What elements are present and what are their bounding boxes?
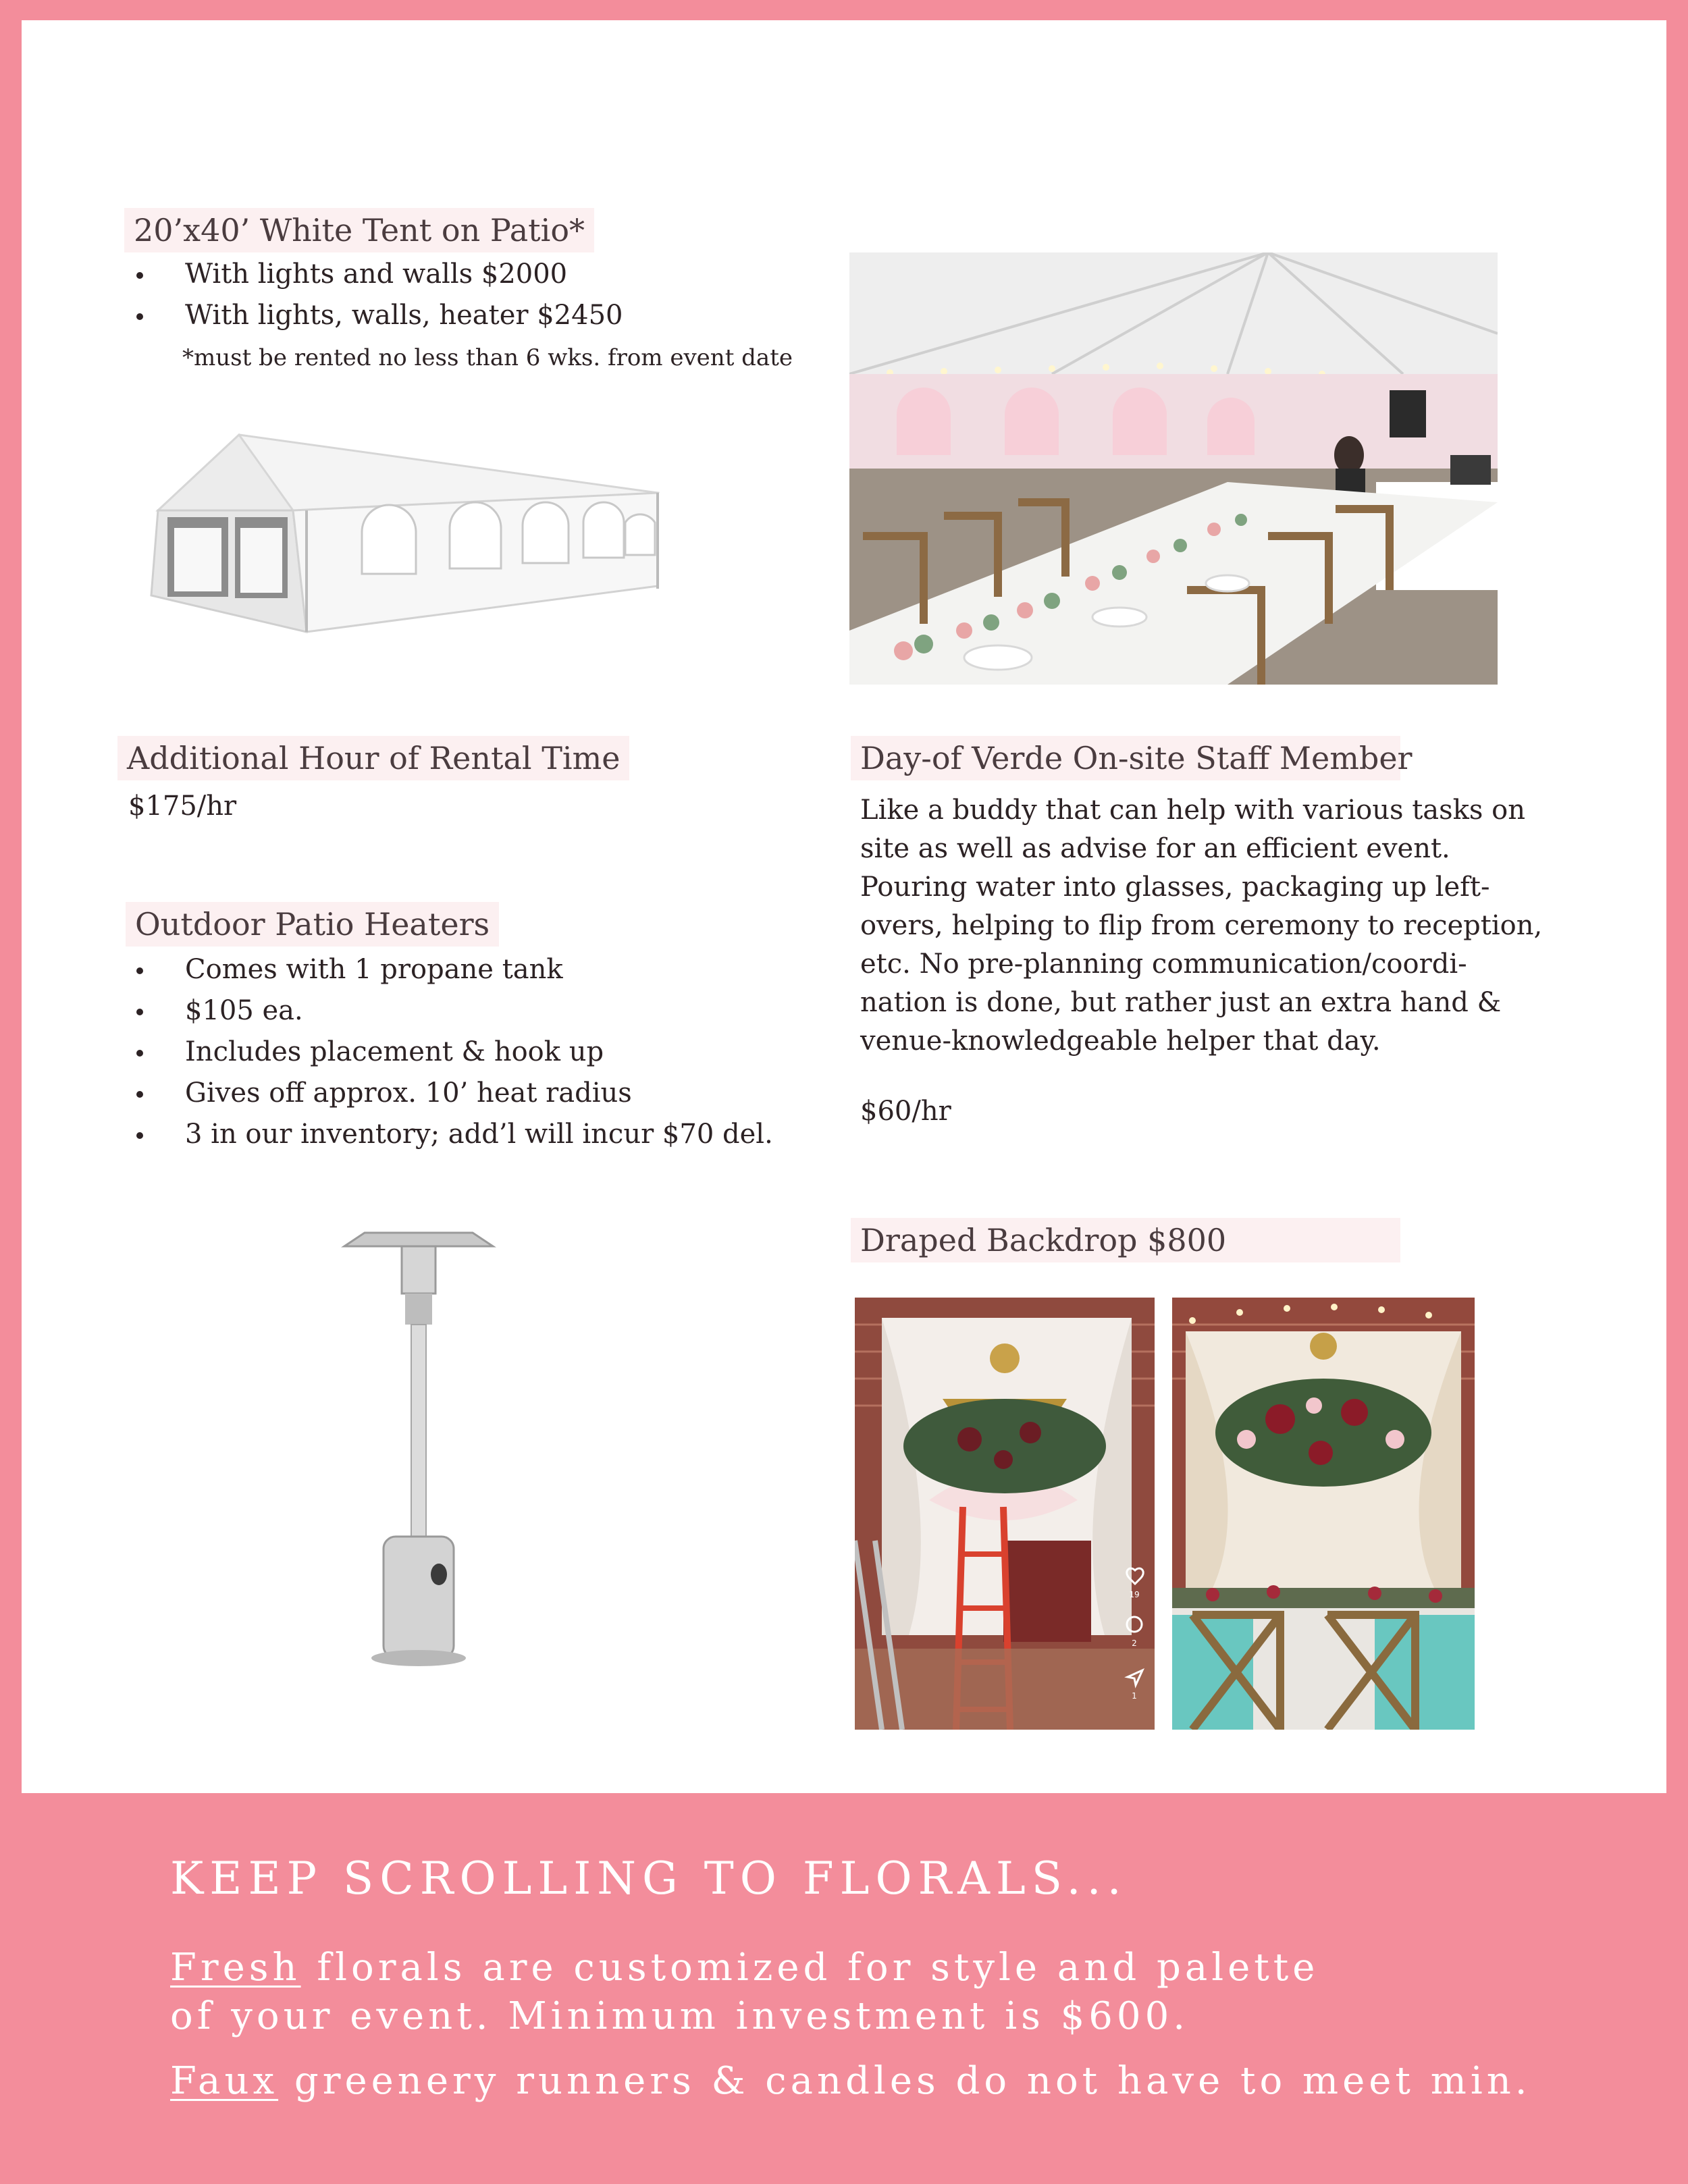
backdrop-setup-photo	[855, 1298, 1155, 1730]
footer-minimum-line: of your event. Minimum investment is $600.	[170, 1994, 1189, 2038]
backdrop-finished-photo	[1172, 1298, 1475, 1730]
fresh-word: Fresh	[170, 1946, 301, 1990]
fresh-text: florals are customized for style and palette	[300, 1946, 1319, 1990]
heaters-heading: Outdoor Patio Heaters	[126, 902, 499, 947]
footer-title: KEEP SCROLLING TO FLORALS...	[170, 1853, 1128, 1905]
footer-faux-line	[170, 2059, 1531, 2103]
tent-product-image	[144, 429, 671, 633]
photo-likes-count: 19	[1129, 1590, 1140, 1599]
tent-option: With lights, walls, heater $2450	[128, 295, 623, 336]
photo-comments-count: 2	[1132, 1639, 1137, 1648]
heaters-list	[128, 949, 773, 1155]
staff-description-line: Like a buddy that can help with various tasks on	[860, 795, 1525, 826]
heater-detail: Gives off approx. 10’ heat radius	[128, 1073, 773, 1114]
backdrop-heading: Draped Backdrop $800	[851, 1218, 1400, 1262]
faux-text: greenery runners & candles do not have to meet min.	[278, 2059, 1531, 2103]
staff-description-line: overs, helping to flip from ceremony to reception,	[860, 910, 1543, 941]
footer-fresh-line	[170, 1946, 1319, 1990]
rental-hour-price: $175/hr	[128, 791, 237, 822]
staff-description-line: Pouring water into glasses, packaging up left-	[860, 872, 1490, 903]
tent-option: With lights and walls $2000	[128, 254, 623, 295]
tent-heading: 20’x40’ White Tent on Patio*	[124, 208, 594, 252]
heater-product-image	[338, 1226, 500, 1668]
staff-description-line: etc. No pre-planning communication/coordi-	[860, 949, 1467, 980]
staff-price: $60/hr	[860, 1096, 951, 1127]
tent-interior-photo	[849, 252, 1498, 685]
photo-shares-count: 1	[1132, 1691, 1137, 1701]
faux-word: Faux	[170, 2059, 279, 2103]
heater-detail: 3 in our inventory; add’l will incur $70 del.	[128, 1114, 773, 1155]
staff-description-line: site as well as advise for an efficient event.	[860, 833, 1450, 864]
heater-detail: $105 ea.	[128, 990, 773, 1032]
heater-detail: Includes placement & hook up	[128, 1032, 773, 1073]
tent-options-list	[128, 254, 623, 336]
staff-heading: Day-of Verde On-site Staff Member	[851, 736, 1400, 780]
staff-description-line: nation is done, but rather just an extra hand &	[860, 987, 1502, 1018]
rental-hour-heading: Additional Hour of Rental Time	[117, 736, 629, 780]
tent-note: *must be rented no less than 6 wks. from event date	[182, 344, 793, 371]
heater-detail: Comes with 1 propane tank	[128, 949, 773, 990]
staff-description-line: venue-knowledgeable helper that day.	[860, 1026, 1381, 1057]
